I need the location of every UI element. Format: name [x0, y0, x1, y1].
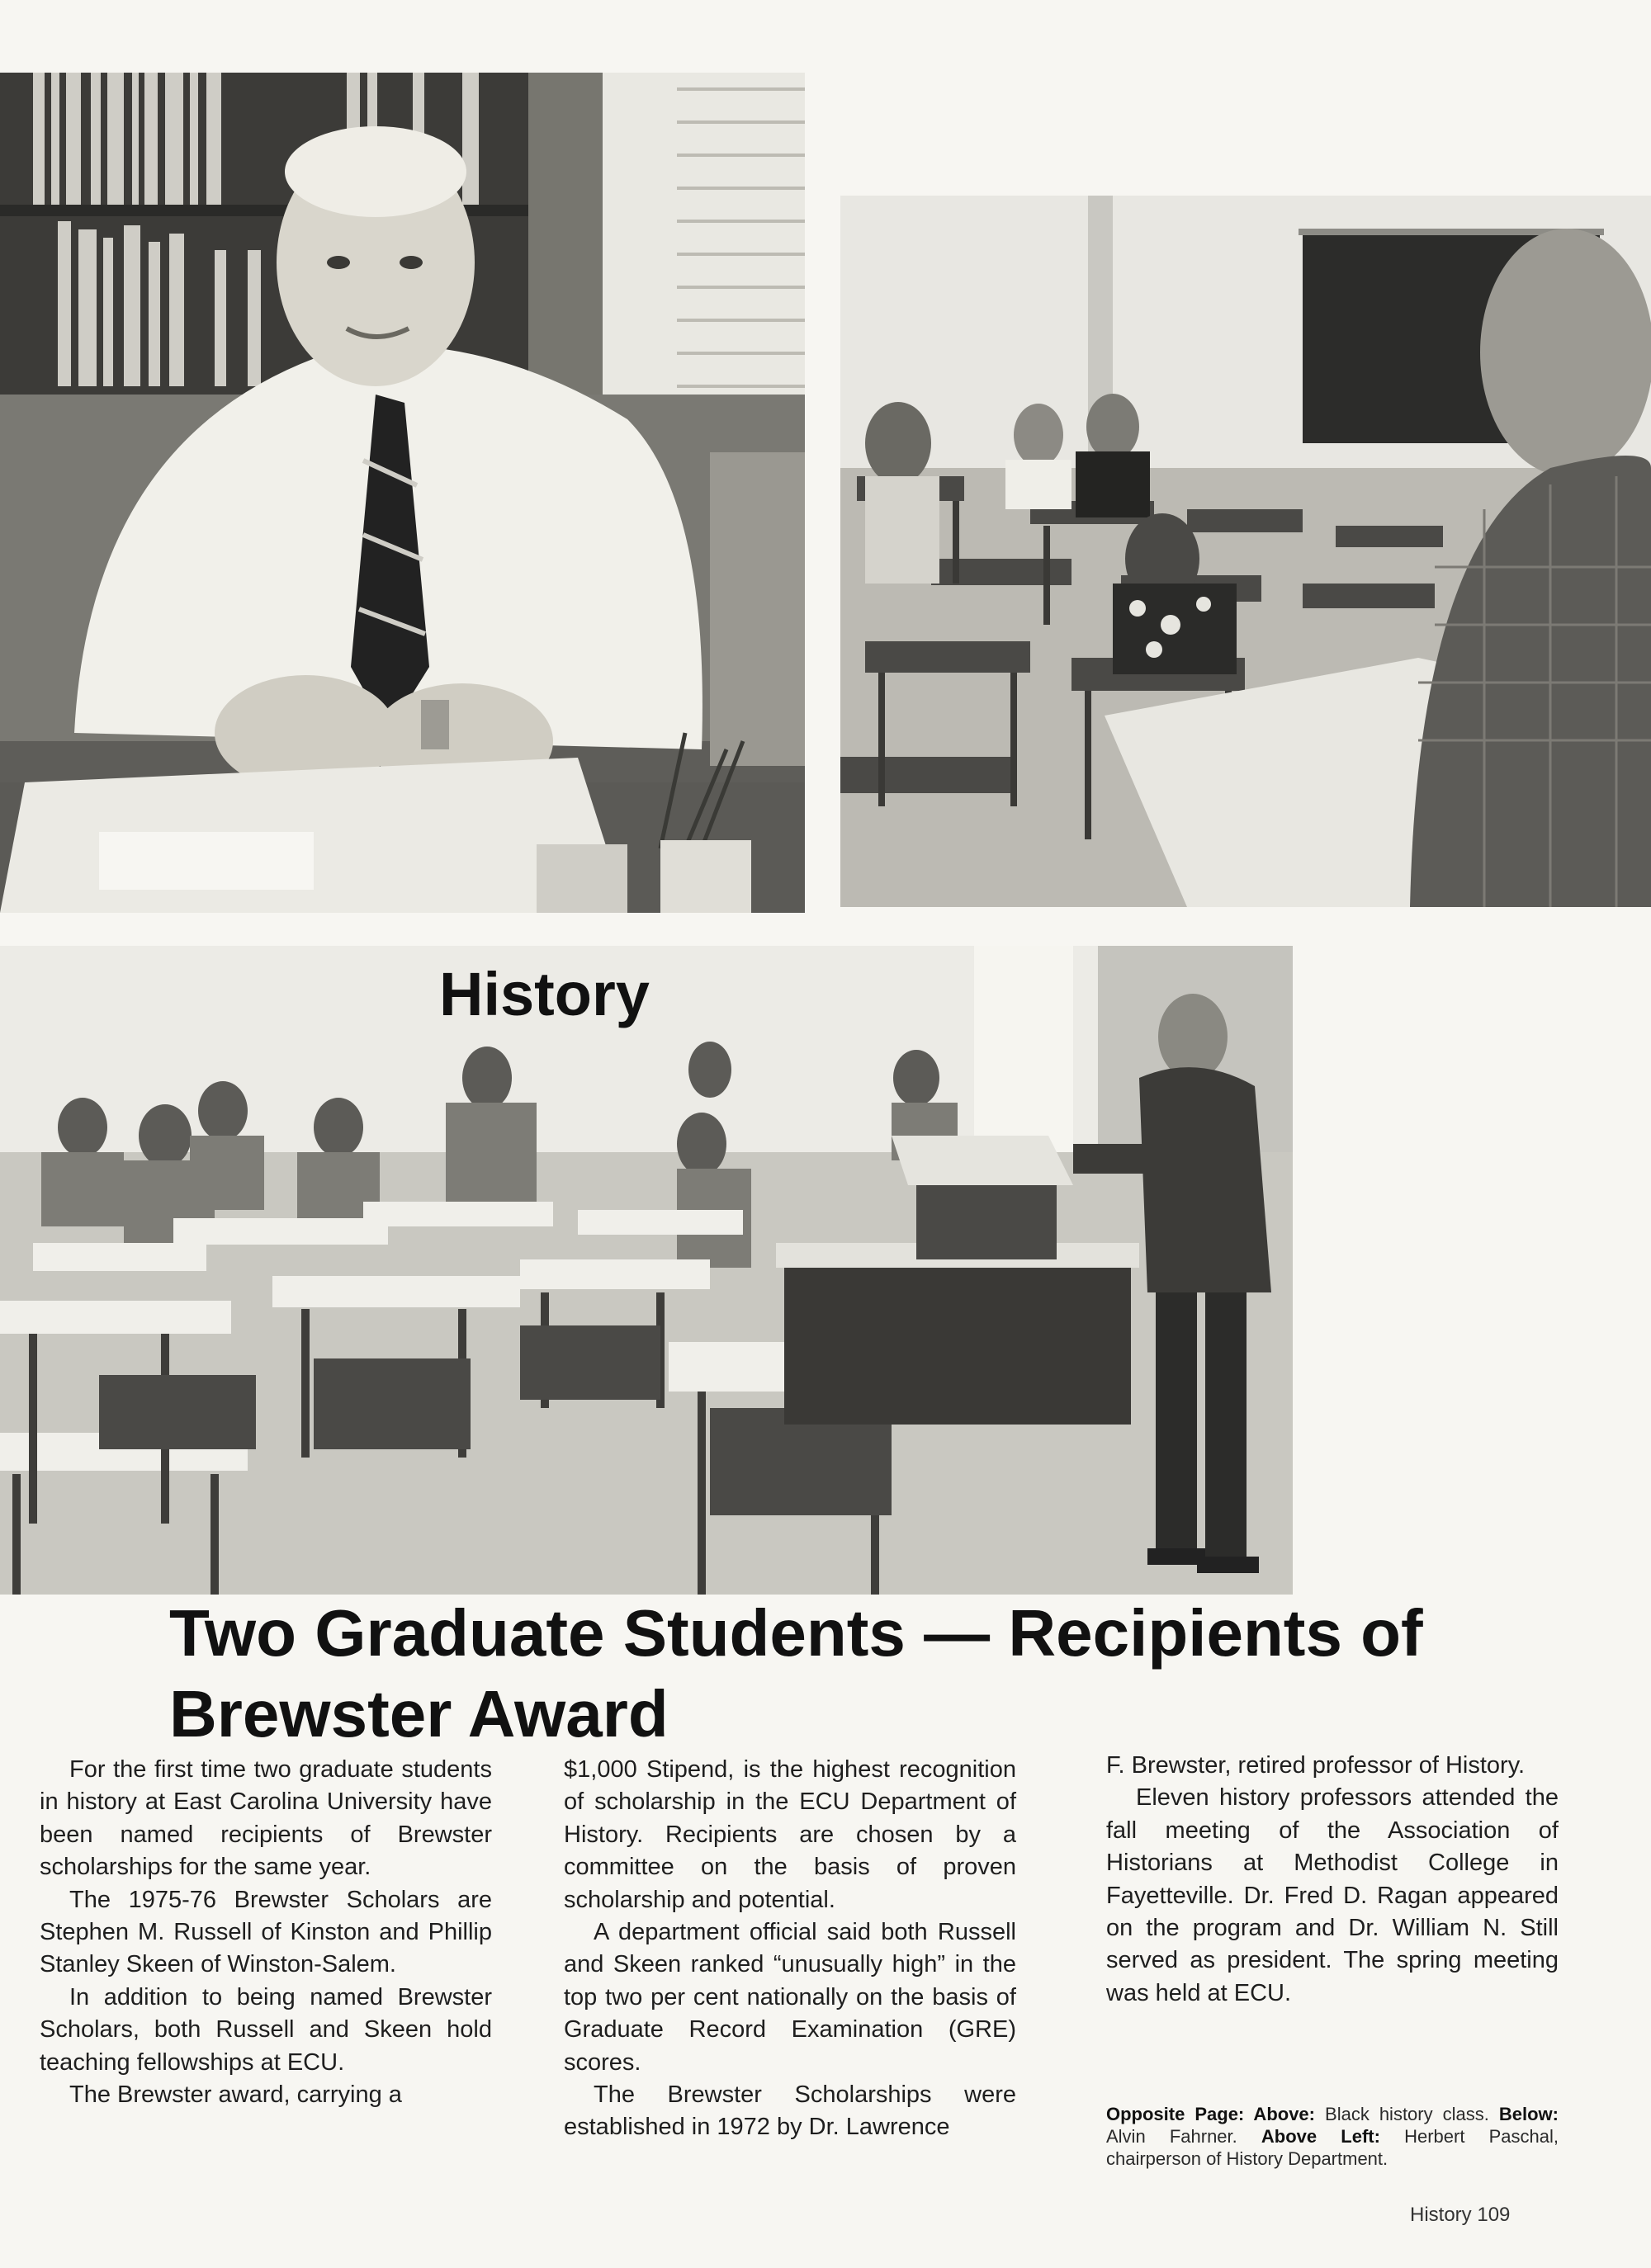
paragraph: Eleven history professors attended the fall meeting of the Association of Historians at Methodist College in Fayetteville. Dr. Fred D. Ragan appeared on the program and Dr. William N. Still served as president. The spring meeting was held at ECU.	[1106, 1784, 1559, 2006]
photo-history-class	[840, 196, 1651, 907]
headline-line-1: Two Graduate Students — Recipients of	[169, 1596, 1423, 1670]
paragraph: The Brewster Scholarships were established in 1972 by Dr. Lawrence	[564, 2081, 1016, 2141]
paragraph: The Brewster award, carrying a	[69, 2081, 402, 2109]
body-column-1	[40, 1754, 492, 2111]
caption-label: Below:	[1498, 2104, 1559, 2124]
section-title: History	[439, 960, 650, 1028]
caption-label: Above Left:	[1261, 2126, 1380, 2147]
headline-line-2: Brewster Award	[169, 1677, 669, 1751]
body-column-3	[1106, 1750, 1559, 2010]
caption-text: Alvin Fahrner.	[1106, 2126, 1237, 2147]
photo-caption	[1106, 2103, 1559, 2170]
photo-lecture-hall	[0, 946, 1293, 1595]
photo-professor-at-desk	[0, 73, 805, 913]
caption-text: Herbert Paschal, chairperson of History Department.	[1106, 2126, 1559, 2169]
body-column-2	[564, 1754, 1016, 2144]
paragraph: In addition to being named Brewster Scholars, both Russell and Skeen hold teaching fellowships at ECU.	[40, 1983, 492, 2076]
caption-label: Opposite Page: Above:	[1106, 2104, 1315, 2124]
caption-text: Black history class.	[1325, 2104, 1489, 2124]
paragraph: The 1975-76 Brewster Scholars are Stephen M. Russell of Kinston and Phillip Stanley Skeen of Winston-Salem.	[40, 1886, 492, 1978]
paragraph: $1,000 Stipend, is the highest recognition of scholarship in the ECU Department of History. Recipients are chosen by a committee on the basis of proven scholarship and potential.	[564, 1756, 1016, 1913]
article-headline	[169, 1593, 1457, 1755]
paragraph: F. Brewster, retired professor of History.	[1106, 1752, 1526, 1779]
paragraph: For the first time two graduate students in history at East Carolina University have been named recipients of Brewster scholarships for the same year.	[40, 1756, 492, 1881]
paragraph: A department official said both Russell and Skeen ranked “unusually high” in the top two per cent nationally on the basis of Graduate Record Examination (GRE) scores.	[564, 1919, 1016, 2076]
page-number: History 109	[1410, 2204, 1511, 2226]
